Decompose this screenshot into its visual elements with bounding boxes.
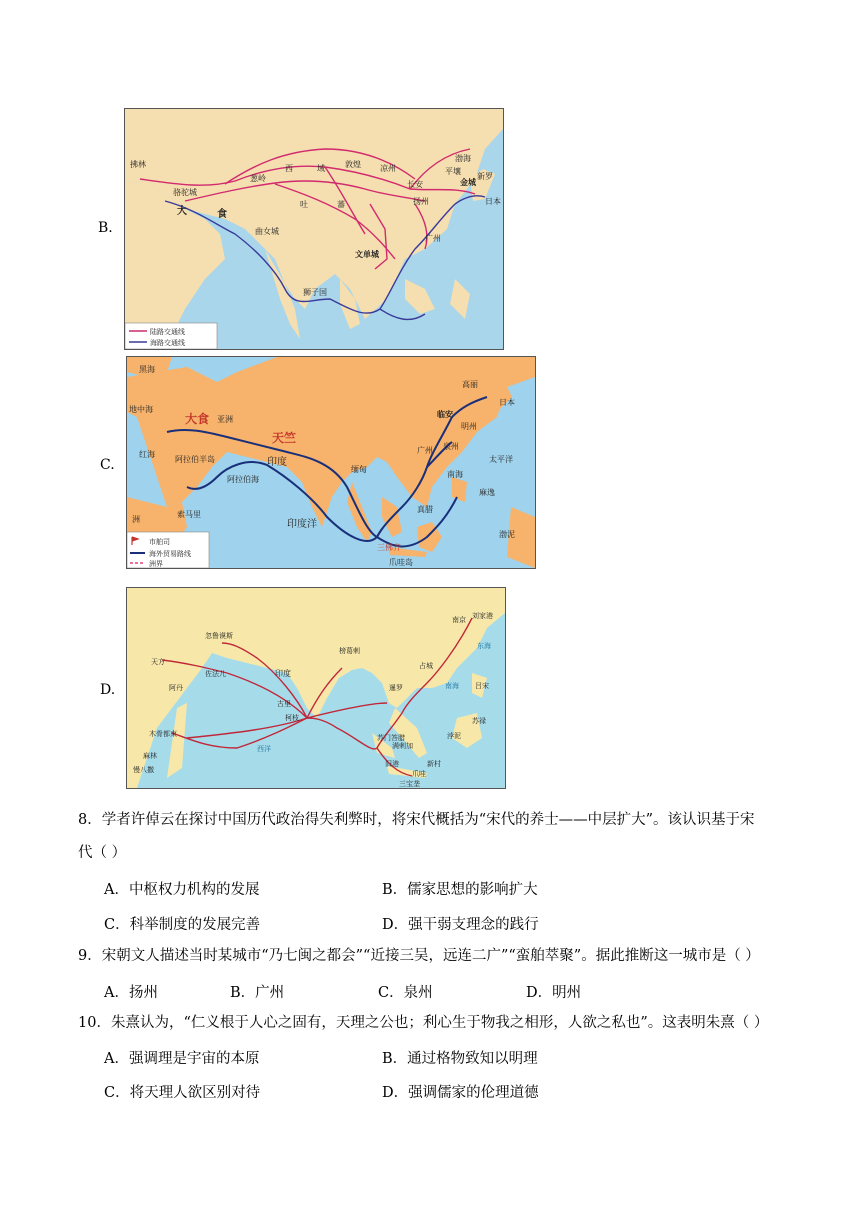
- svg-text:索马里: 索马里: [177, 510, 201, 519]
- svg-text:阿拉伯半岛: 阿拉伯半岛: [175, 455, 215, 464]
- svg-text:文单城: 文单城: [355, 250, 379, 259]
- question-9-option-b[interactable]: B．广州: [230, 985, 285, 1001]
- svg-text:扬州: 扬州: [413, 197, 429, 206]
- svg-text:西洋: 西洋: [257, 745, 271, 753]
- question-8-stem-line2: 代（ ）: [78, 845, 127, 861]
- svg-text:南海: 南海: [445, 682, 459, 690]
- svg-text:印度: 印度: [267, 457, 287, 468]
- svg-text:爪哇: 爪哇: [412, 770, 426, 778]
- svg-text:狮子国: 狮子国: [303, 288, 327, 297]
- svg-text:暹罗: 暹罗: [389, 684, 403, 692]
- svg-text:蕃: 蕃: [337, 200, 345, 209]
- svg-text:洲: 洲: [132, 515, 140, 524]
- svg-text:新村: 新村: [427, 760, 441, 768]
- svg-text:渤海: 渤海: [455, 154, 471, 163]
- svg-text:浡泥: 浡泥: [447, 732, 461, 740]
- svg-text:食: 食: [217, 209, 227, 220]
- svg-text:地中海: 地中海: [129, 405, 153, 414]
- question-9-option-c[interactable]: C．泉州: [378, 985, 433, 1001]
- svg-text:敦煌: 敦煌: [345, 160, 361, 169]
- svg-text:大食: 大食: [185, 412, 210, 426]
- option-c-label: C.: [100, 457, 115, 473]
- svg-text:广州: 广州: [417, 446, 433, 455]
- map-song-maritime-trade: [126, 356, 536, 569]
- question-9-option-a[interactable]: A．扬州: [104, 985, 158, 1001]
- svg-text:占城: 占城: [419, 662, 433, 670]
- svg-text:新罗: 新罗: [477, 172, 493, 181]
- svg-text:麻逸: 麻逸: [479, 488, 495, 497]
- question-9-stem: 9．宋朝文人描述当时某城市“乃七闽之都会”“近接三吴，远连二广”“蛮舶萃聚”。据此推断这一城市是（ ）: [78, 948, 760, 964]
- svg-text:明州: 明州: [461, 422, 477, 431]
- svg-text:缅甸: 缅甸: [351, 465, 367, 474]
- question-8-option-a[interactable]: A．中枢权力机构的发展: [104, 882, 260, 898]
- legend-trade-office: 市舶司: [149, 538, 170, 546]
- svg-text:曲女城: 曲女城: [255, 227, 279, 236]
- svg-text:亚洲: 亚洲: [217, 415, 233, 424]
- svg-text:吐: 吐: [300, 200, 308, 209]
- svg-text:域: 域: [317, 164, 325, 173]
- svg-text:印度: 印度: [275, 669, 291, 678]
- question-9-option-d[interactable]: D．明州: [526, 985, 582, 1001]
- question-8-stem-line1: 8．学者许倬云在探讨中国历代政治得失利弊时，将宋代概括为“宋代的养士——中层扩大”。该认识基于宋: [78, 812, 755, 828]
- svg-text:古里: 古里: [277, 700, 291, 708]
- svg-text:佐法儿: 佐法儿: [205, 670, 226, 678]
- option-d-label: D.: [100, 682, 116, 698]
- svg-text:长安: 长安: [407, 180, 423, 189]
- svg-text:满剌加: 满剌加: [392, 742, 413, 750]
- svg-text:天方: 天方: [151, 658, 165, 666]
- svg-text:凉州: 凉州: [380, 164, 396, 173]
- svg-text:西: 西: [285, 164, 293, 173]
- question-10-option-a[interactable]: A．强调理是宇宙的本原: [104, 1051, 260, 1067]
- question-10-option-b[interactable]: B．通过格物致知以明理: [382, 1051, 538, 1067]
- svg-text:渤泥: 渤泥: [499, 530, 515, 539]
- option-b-label: B.: [98, 220, 113, 236]
- question-8-option-b[interactable]: B．儒家思想的影响扩大: [382, 882, 538, 898]
- svg-text:南海: 南海: [447, 470, 463, 479]
- svg-text:广州: 广州: [425, 234, 441, 243]
- svg-text:三佛齐: 三佛齐: [377, 543, 401, 552]
- svg-text:红海: 红海: [139, 450, 155, 459]
- svg-text:麻林: 麻林: [143, 752, 157, 760]
- svg-text:印度洋: 印度洋: [287, 519, 317, 530]
- svg-text:阿拉伯海: 阿拉伯海: [227, 475, 259, 484]
- svg-text:高丽: 高丽: [462, 380, 478, 389]
- question-8-option-d[interactable]: D．强干弱支理念的践行: [382, 917, 539, 933]
- svg-text:旧港: 旧港: [385, 760, 399, 768]
- svg-text:临安: 临安: [437, 410, 453, 419]
- map-zheng-he-voyages: [126, 587, 506, 789]
- svg-text:泉州: 泉州: [443, 442, 459, 451]
- legend-trade-route: 海外贸易路线: [149, 550, 191, 558]
- svg-text:忽鲁谟斯: 忽鲁谟斯: [205, 632, 233, 640]
- svg-text:金城: 金城: [460, 178, 476, 187]
- svg-text:黑海: 黑海: [139, 365, 155, 374]
- question-8-option-c[interactable]: C．科举制度的发展完善: [104, 917, 261, 933]
- svg-text:葱岭: 葱岭: [250, 174, 266, 183]
- svg-text:三宝垄: 三宝垄: [399, 780, 420, 788]
- svg-text:慢八撒: 慢八撒: [133, 766, 154, 774]
- svg-text:爪哇岛: 爪哇岛: [389, 558, 413, 567]
- question-10-option-c[interactable]: C．将天理人欲区别对待: [104, 1085, 261, 1101]
- svg-text:东海: 东海: [477, 642, 491, 650]
- legend-sea-route: 海路交通线: [150, 339, 185, 347]
- svg-text:木骨都束: 木骨都束: [149, 730, 177, 738]
- map-tang-traffic: [124, 108, 504, 350]
- svg-text:日本: 日本: [499, 398, 515, 407]
- svg-text:骆驼城: 骆驼城: [173, 188, 197, 197]
- svg-text:日本: 日本: [485, 197, 501, 206]
- svg-text:南京: 南京: [452, 616, 466, 624]
- svg-text:苏门答腊: 苏门答腊: [377, 734, 405, 742]
- svg-text:太平洋: 太平洋: [489, 455, 513, 464]
- question-10-stem: 10．朱熹认为，“仁义根于人心之固有，天理之公也；利心生于物我之相形，人欲之私也”。这表明朱熹（ ）: [78, 1015, 769, 1031]
- svg-text:苏禄: 苏禄: [472, 717, 486, 725]
- svg-text:吕宋: 吕宋: [475, 682, 489, 690]
- svg-text:阿丹: 阿丹: [169, 684, 183, 692]
- svg-text:真腊: 真腊: [417, 505, 433, 514]
- svg-text:榜葛剌: 榜葛剌: [339, 647, 360, 655]
- svg-text:柯枝: 柯枝: [285, 714, 299, 722]
- svg-text:天竺: 天竺: [272, 431, 297, 445]
- legend-continent-border: 洲界: [149, 560, 163, 568]
- svg-text:拂林: 拂林: [130, 160, 146, 169]
- svg-text:平壤: 平壤: [445, 167, 461, 176]
- svg-text:刘家港: 刘家港: [472, 612, 493, 620]
- question-10-option-d[interactable]: D．强调儒家的伦理道德: [382, 1085, 539, 1101]
- legend-land-route: 陆路交通线: [150, 328, 185, 336]
- svg-text:大: 大: [177, 206, 187, 217]
